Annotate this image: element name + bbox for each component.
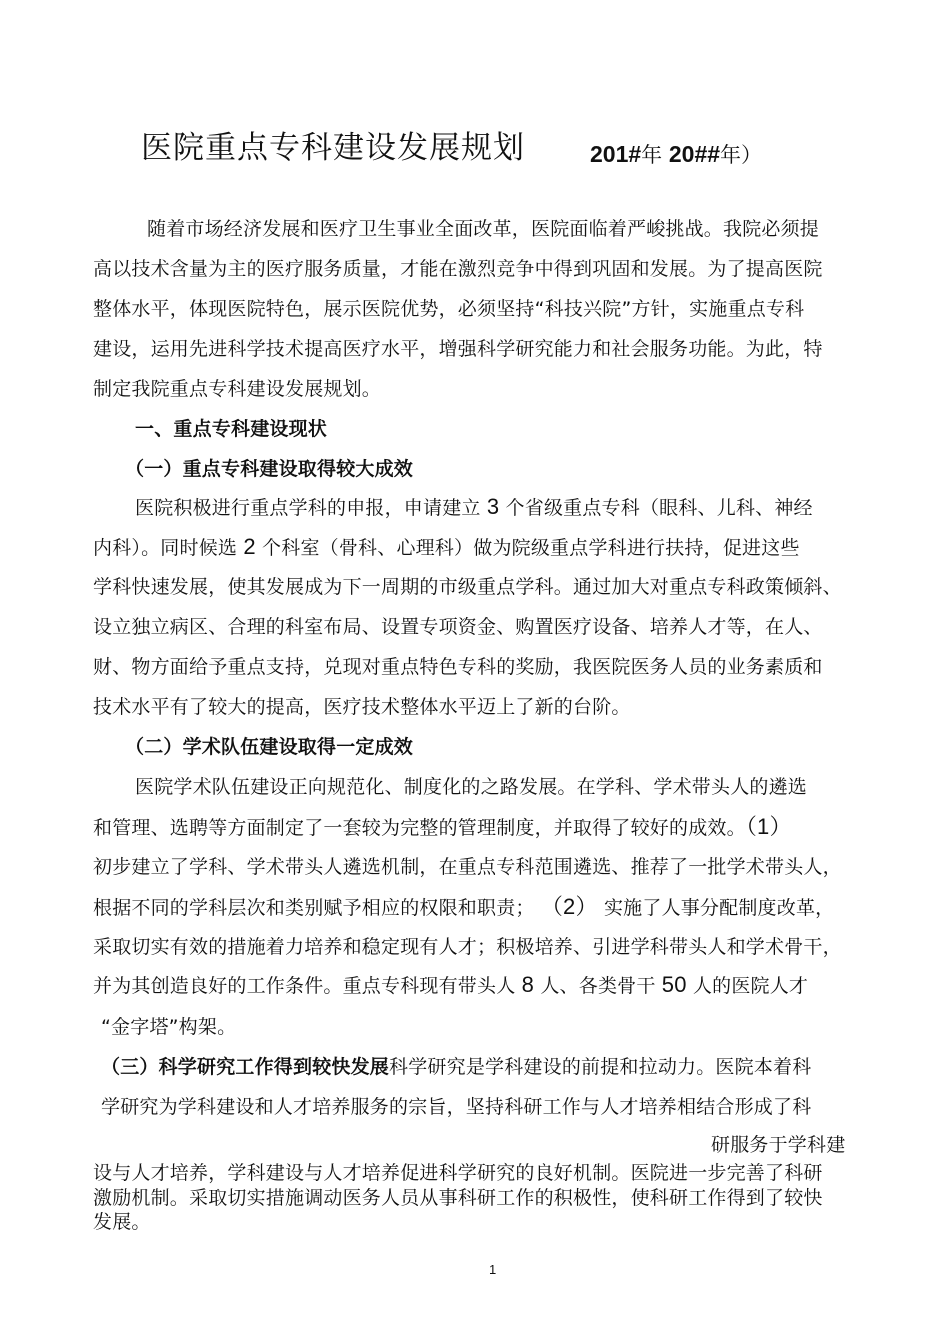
- text-run: 根据不同的学科层次和类别赋予相应的权限和职责；: [93, 897, 535, 919]
- intro-line: 随着市场经济发展和医疗卫生事业全面改革，医院面临着严峻挑战。我院必须提: [147, 218, 820, 240]
- intro-line: 高以技术含量为主的医疗服务质量，才能在激烈竞争中得到巩固和发展。为了提高医院: [93, 258, 823, 280]
- paragraph-line: 设立独立病区、合理的科室布局、设置专项资金、购置医疗设备、培养人才等，在人、: [93, 616, 823, 638]
- page-number: 1: [489, 1262, 497, 1277]
- paragraph-line: “金字塔”构架。: [101, 1016, 237, 1038]
- text-run: 个科室（骨科、心理科）做为院级重点学科进行扶持，促进这些: [262, 537, 800, 559]
- number-run: 2: [243, 534, 256, 559]
- number-run: 50: [661, 972, 687, 997]
- paragraph-line: 学研究为学科建设和人才培养服务的宗旨，坚持科研工作与人才培养相结合形成了科: [101, 1096, 812, 1118]
- year-end: 20##: [668, 141, 721, 167]
- paragraph-line: [93, 896, 834, 919]
- number-run: （1）: [745, 814, 792, 839]
- paragraph-line: [93, 536, 800, 559]
- year-start: 201#: [590, 141, 642, 167]
- paragraph-line: [93, 974, 808, 997]
- text-run: 医院积极进行重点学科的申报，申请建立: [135, 497, 481, 519]
- paragraph-line: 财、物方面给予重点支持，兑现对重点特色专科的奖励，我医院医务人员的业务素质和: [93, 656, 823, 678]
- text-run: 人的医院人才: [692, 975, 809, 997]
- subsection-heading: （二）学术队伍建设取得一定成效: [125, 736, 414, 758]
- section-heading: 一、重点专科建设现状: [135, 418, 328, 440]
- document-title: 医院重点专科建设发展规划: [141, 130, 525, 166]
- text-run: 内科）。同时候选: [93, 537, 238, 559]
- paragraph-line: 发展。: [93, 1211, 151, 1233]
- intro-line: 制定我院重点专科建设发展规划。: [93, 378, 382, 400]
- number-run: （2）: [540, 894, 598, 919]
- paragraph-line: [135, 496, 813, 519]
- paragraph-line: [101, 1056, 811, 1078]
- text-run: 科学研究是学科建设的前提和拉动力。医院本着科: [389, 1056, 812, 1078]
- subsection-heading: （三）科学研究工作得到较快发展: [101, 1056, 390, 1078]
- year-end-suffix: 年）: [720, 143, 763, 167]
- paragraph-line: 研服务于学科建: [711, 1134, 846, 1156]
- text-run: 人、各类骨干: [540, 975, 656, 997]
- subsection-heading: （一）重点专科建设取得较大成效: [125, 458, 414, 480]
- paragraph-line: 医院学术队伍建设正向规范化、制度化的之路发展。在学科、学术带头人的遴选: [135, 776, 808, 798]
- text-run: 和管理、选聘等方面制定了一套较为完整的管理制度，并取得了较好的成效。: [93, 817, 746, 839]
- year-start-suffix: 年: [641, 143, 663, 167]
- text-run: 个省级重点专科（眼科、儿科、神经: [505, 497, 813, 519]
- intro-line: 建设，运用先进科学技术提高医疗水平，增强科学研究能力和社会服务功能。为此，特: [93, 338, 823, 360]
- paragraph-line: 学科快速发展，使其发展成为下一周期的市级重点学科。通过加大对重点专科政策倾斜、: [93, 576, 842, 598]
- paragraph-line: 设与人才培养，学科建设与人才培养促进科学研究的良好机制。医院进一步完善了科研: [93, 1162, 823, 1184]
- intro-line: 整体水平，体现医院特色，展示医院优势，必须坚持“科技兴院”方针，实施重点专科: [93, 298, 805, 320]
- paragraph-line: [93, 816, 792, 839]
- paragraph-line: 激励机制。采取切实措施调动医务人员从事科研工作的积极性，使科研工作得到了较快: [93, 1187, 823, 1209]
- paragraph-line: 初步建立了学科、学术带头人遴选机制，在重点专科范围遴选、推荐了一批学术带头人，: [93, 856, 842, 878]
- text-run: 并为其创造良好的工作条件。重点专科现有带头人: [93, 975, 516, 997]
- number-run: 8: [521, 972, 535, 997]
- paragraph-line: 技术水平有了较大的提高，医疗技术整体水平迈上了新的台阶。: [93, 696, 631, 718]
- text-run: 实施了人事分配制度改革，: [603, 897, 835, 919]
- paragraph-line: 采取切实有效的措施着力培养和稳定现有人才；积极培养、引进学科带头人和学术骨干，: [93, 936, 842, 958]
- title-year-range: [590, 139, 762, 169]
- number-run: 3: [486, 494, 500, 519]
